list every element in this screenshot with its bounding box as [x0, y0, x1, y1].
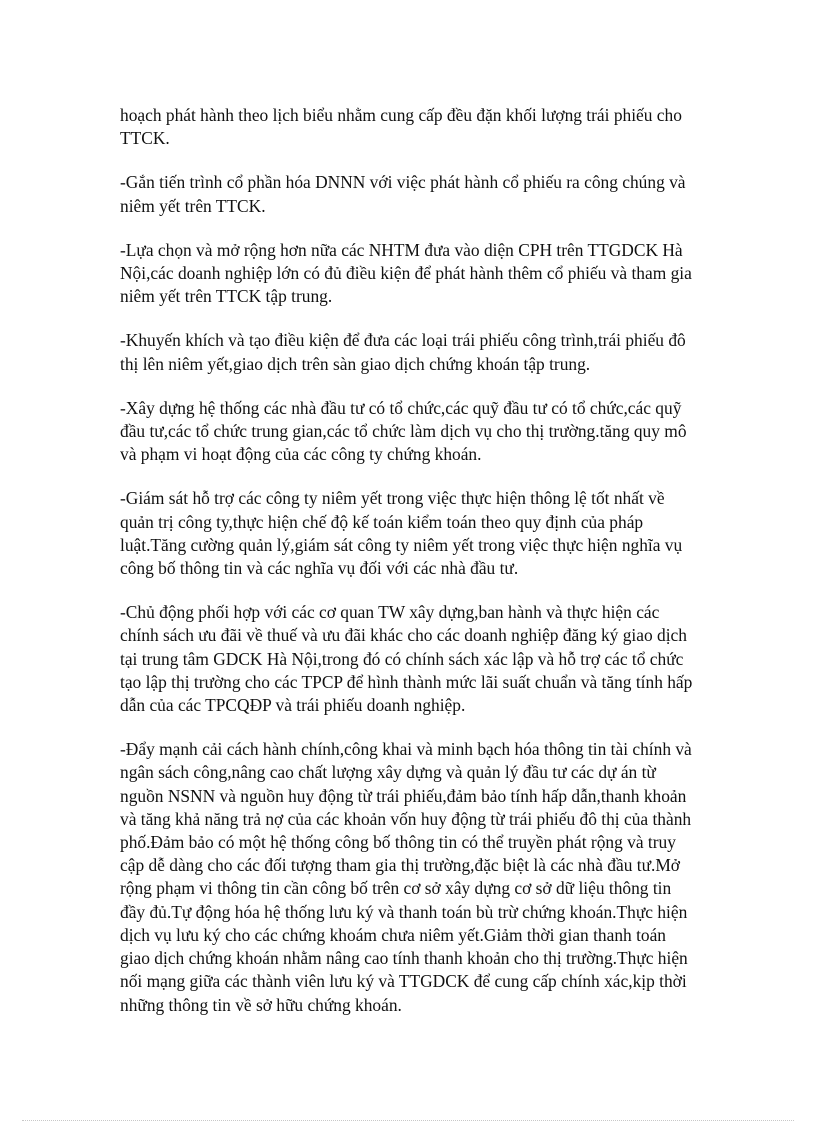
- paragraph-2: -Gắn tiến trình cổ phần hóa DNNN với việc phát hành cổ phiếu ra công chúng và niêm yết trên TTCK.: [120, 172, 686, 216]
- paragraph-6: -Giám sát hỗ trợ các công ty niêm yết trong việc thực hiện thông lệ tốt nhất về quản trị công ty,thực hiện chế độ kế toán kiểm toán theo quy định của pháp luật.Tăng cường quản lý,giám sát công ty niêm yết trong việc thực hiện nghĩa vụ công bố thông tin và các nghĩa vụ đối với các nhà đầu tư.: [120, 488, 683, 579]
- paragraph-1: hoạch phát hành theo lịch biểu nhằm cung cấp đều đặn khối lượng trái phiếu cho TTCK.: [120, 105, 682, 149]
- document-body: [120, 104, 700, 1017]
- paragraph-5: -Xây dựng hệ thống các nhà đầu tư có tổ chức,các quỹ đầu tư có tổ chức,các quỹ đầu tư,các tổ chức trung gian,các tổ chức làm dịch vụ cho thị trường.tăng quy mô và phạm vi hoạt động của các công ty chứng khoán.: [120, 397, 687, 465]
- page-bottom-divider: [22, 1120, 794, 1121]
- paragraph-3: -Lựa chọn và mở rộng hơn nữa các NHTM đưa vào diện CPH trên TTGDCK Hà Nội,các doanh nghiệp lớn có đủ điều kiện để phát hành thêm cổ phiếu và tham gia niêm yết trên TTCK tập trung.: [120, 239, 692, 307]
- paragraph-8: -Đẩy mạnh cải cách hành chính,công khai và minh bạch hóa thông tin tài chính và ngân sách công,nâng cao chất lượng xây dựng và quản lý đầu tư các dự án từ nguồn NSNN và nguồn huy động từ trái phiếu,đảm bảo tính hấp dẫn,thanh khoản và tăng khả năng trả nợ của các khoản vốn huy động từ trái phiếu đô thị của thành phố.Đảm bảo có một hệ thống công bố thông tin có thể truyền phát rộng và truy cập dễ dàng cho các đối tượng tham gia thị trường,đặc biệt là các nhà đầu tư.Mở rộng phạm vi thông tin cần công bố trên cơ sở xây dựng cơ sở dữ liệu thông tin đầy đủ.Tự động hóa hệ thống lưu ký và thanh toán bù trừ chứng khoán.Thực hiện dịch vụ lưu ký cho các chứng khoám chưa niêm yết.Giảm thời gian thanh toán giao dịch chứng khoán nhằm nâng cao tính thanh khoản cho thị trường.Thực hiện nối mạng giữa các thành viên lưu ký và TTGDCK để cung cấp chính xác,kịp thời những thông tin về sở hữu chứng khoán.: [120, 739, 692, 1015]
- paragraph-4: -Khuyến khích và tạo điều kiện để đưa các loại trái phiếu công trình,trái phiếu đô thị lên niêm yết,giao dịch trên sàn giao dịch chứng khoán tập trung.: [120, 330, 686, 374]
- paragraph-7: -Chủ động phối hợp với các cơ quan TW xây dựng,ban hành và thực hiện các chính sách ưu đãi về thuế và ưu đãi khác cho các doanh nghiệp đăng ký giao dịch tại trung tâm GDCK Hà Nội,trong đó có chính sách xác lập và hỗ trợ các tổ chức tạo lập thị trường cho các TPCP để hình thành mức lãi suất chuẩn và tăng tính hấp dẫn của các TPCQĐP và trái phiếu doanh nghiệp.: [120, 602, 693, 716]
